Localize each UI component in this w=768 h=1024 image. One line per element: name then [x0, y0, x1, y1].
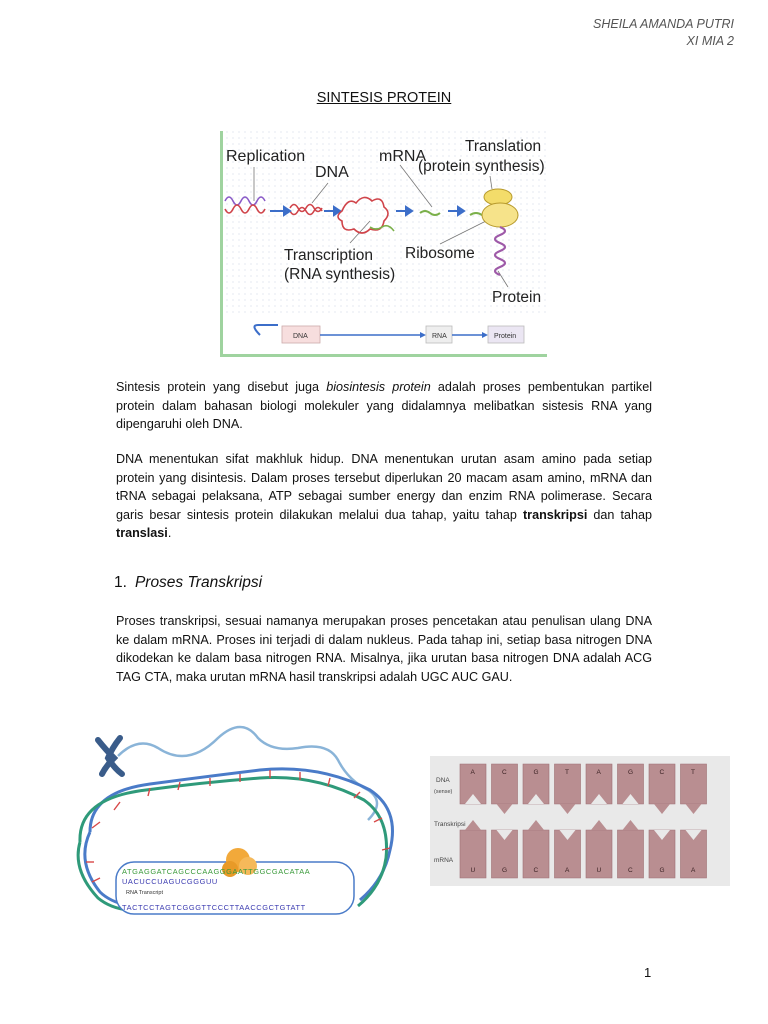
rna-transcript-label: RNA Transcript [126, 890, 163, 896]
protein-synthesis-figure [220, 131, 547, 357]
mrna-base-label: U [470, 867, 476, 874]
flow-protein-label: Protein [494, 333, 517, 340]
label-protein-synthesis: (protein synthesis) [418, 158, 545, 175]
paragraph-text: Sintesis protein yang disebut juga [116, 380, 327, 394]
flow-rna-label: RNA [432, 333, 447, 340]
mrna-base-label: A [565, 867, 570, 874]
base-pairing-figure [430, 756, 730, 886]
section-title: Proses Transkripsi [134, 574, 263, 591]
dna-base-label: C [502, 769, 507, 776]
mrna-base-label: A [691, 867, 696, 874]
paragraph-text: dan tahap [587, 507, 652, 522]
label-rna-synthesis: (RNA synthesis) [284, 266, 396, 283]
label-mrna: mRNA [379, 148, 427, 165]
paragraph-text: . [167, 526, 172, 540]
row-label-dna: DNA [436, 777, 450, 784]
label-ribosome: Ribosome [405, 245, 475, 262]
mrna-base-label: G [659, 867, 665, 874]
bold-term-transkripsi: transkripsi [522, 507, 588, 522]
base-pairing-diagram [430, 756, 730, 886]
paragraph-text: DNA menentukan sifat makhluk hidup. DNA menentukan urutan asam amino pada setiap protein yang disintesis. Dalam proses tersebut diperlukan 20 macam asam amino, mRNA dan tRNA sebagai pelaksana, ATP sebagai sumber energy dan enzim RNA polimerase. Secara garis besar sintesis protein dilakukan melalui dua tahap, yaitu tahap [116, 452, 652, 522]
mrna-base-label: C [533, 867, 539, 874]
label-replication: Replication [226, 148, 306, 165]
label-translation: Translation [465, 138, 542, 155]
row-label-transkripsi: Transkripsi [434, 821, 466, 828]
dna-base-label: G [628, 769, 634, 776]
paragraph-text: adalah proses pembentukan partikel protein dalam bahasan biologi molekuler yang didalamnya melibatkan sistesis RNA yang dipengaruhi oleh DNA. [116, 380, 653, 431]
paragraph-overview [116, 450, 652, 543]
mrna-strand-text: UACUCCUAGUCGGGUU [122, 877, 218, 886]
emphasis-text: biosintesis protein [326, 380, 431, 394]
class-name: XI MIA 2 [686, 34, 734, 48]
section-heading-transkripsi [114, 574, 262, 592]
label-protein: Protein [492, 289, 542, 306]
flow-dna-label: DNA [293, 333, 308, 340]
page-header [593, 16, 734, 50]
dna-base-label: A [596, 769, 601, 776]
row-label-sense: (sense) [434, 789, 453, 795]
label-transcription: Transcription [284, 247, 374, 264]
dna-base-label: A [470, 769, 475, 776]
mrna-base-label: U [596, 867, 602, 874]
paragraph-definition [116, 378, 652, 434]
mrna-base-label: C [628, 867, 633, 874]
dna-bottom-strand: TACTCCTAGTCGGGTTCCCTTAACCGCTGTATT [122, 903, 306, 912]
mrna-base-label: G [502, 867, 508, 874]
dna-base-label: T [565, 769, 569, 776]
label-dna: DNA [315, 164, 349, 181]
chromatin-fiber [118, 727, 377, 820]
dna-top-strand: ATGAGGATCAGCCCAAGGGAATTGGCGACATAA [122, 867, 311, 876]
paragraph-transkripsi: Proses transkripsi, sesuai namanya merupakan proses pencetakan atau penulisan ulang DNA ke dalam mRNA. Proses ini terjadi di dalam nukleus. Pada tahap ini, setiap basa nitrogen DNA dikodekan ke dalam basa nitrogen RNA. Misalnya, jika urutan basa nitrogen DNA adalah ACG TAG CTA, maka urutan mRNA hasil transkripsi adalah UGC AUC GAU. [116, 614, 652, 684]
dna-base-label: C [659, 769, 665, 776]
page-title: SINTESIS PROTEIN [316, 90, 452, 106]
row-label-mrna: mRNA [434, 857, 454, 864]
dna-base-label: T [691, 769, 695, 776]
transcription-figure [70, 722, 404, 922]
section-number: 1. [114, 574, 127, 591]
author-name: SHEILA AMANDA PUTRI [593, 17, 734, 31]
dna-base-label: G [533, 769, 539, 776]
bold-term-translasi: translasi [116, 526, 168, 540]
page-number: 1 [644, 965, 652, 980]
